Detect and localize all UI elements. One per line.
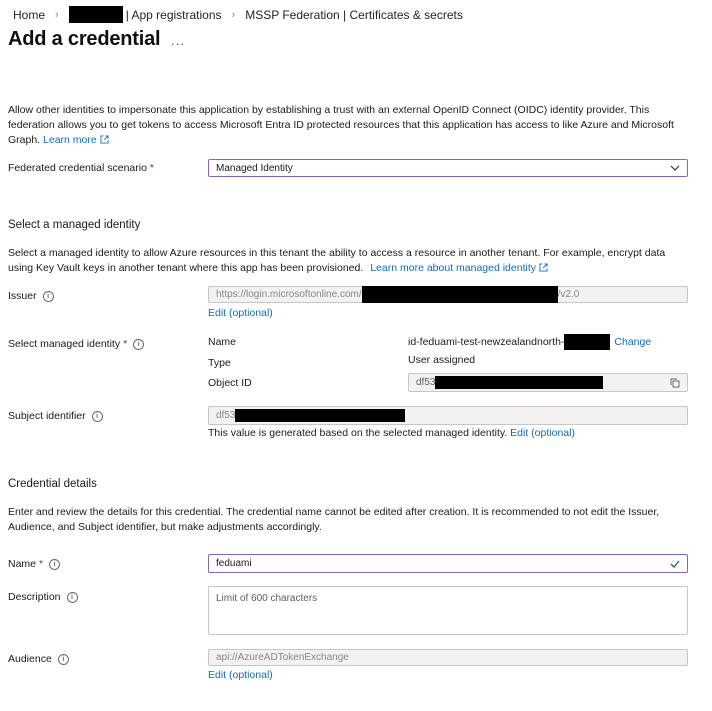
change-link[interactable]: Change [614,336,652,348]
mi-name-text: id-feduami-test-newzealandnorth- [408,336,565,348]
intro-text [8,103,688,148]
managed-identity-description [8,246,688,276]
breadcrumb-home[interactable]: Home [13,7,46,22]
description-label-text: Description [8,591,61,603]
issuer-edit-link[interactable]: Edit (optional) [208,307,273,319]
breadcrumb-app-registrations[interactable]: | App registrations [125,7,222,22]
subject-note [208,427,575,439]
mi-object-id-label: Object ID [208,377,252,389]
scenario-selected-value: Managed Identity [216,162,293,174]
more-options-icon[interactable]: ... [171,33,185,48]
managed-identity-description-text: Select a managed identity to allow Azure resources in this tenant the ability to access a resource in another tenant. For example, encrypt data using Key Vault keys in another tenant where this app has been provisioned. [8,247,666,274]
redacted-tenant [69,6,123,23]
subject-edit-link[interactable]: Edit (optional) [510,427,575,439]
subject-prefix: df53 [216,410,236,421]
description-textarea[interactable] [208,586,688,635]
audience-field[interactable] [208,649,688,666]
managed-identity-heading: Select a managed identity [8,219,141,231]
audience-label [8,653,69,665]
page-title: Add a credential [8,28,161,50]
select-managed-identity-label-text: Select managed identity [8,338,121,350]
scenario-label-text: Federated credential scenario [8,162,147,174]
redacted-issuer-tenant [362,286,558,303]
required-marker: * [123,338,128,350]
subject-identifier-label [8,410,103,422]
info-icon[interactable]: i [43,291,54,302]
name-input-value: feduami [216,558,252,569]
learn-more-label: Learn more [43,134,97,146]
redacted-mi-name [564,334,610,350]
external-link-icon [539,263,548,272]
mi-name-value [408,334,651,350]
scenario-label [8,162,154,174]
breadcrumb [13,6,463,23]
copy-icon[interactable] [670,378,680,388]
info-icon[interactable]: i [92,411,103,422]
audience-label-text: Audience [8,653,52,665]
external-link-icon [100,135,109,144]
select-managed-identity-label [8,338,144,350]
description-placeholder: Limit of 600 characters [216,593,318,604]
name-input[interactable] [208,554,688,573]
info-icon[interactable]: i [67,592,78,603]
name-label-text: Name [8,558,37,570]
redacted-subject [235,409,405,422]
info-icon[interactable]: i [58,654,69,665]
mi-name-label: Name [208,336,237,348]
learn-more-link[interactable] [43,134,109,146]
issuer-field[interactable] [208,286,688,303]
checkmark-icon [670,560,680,568]
learn-more-managed-identity-link[interactable] [370,262,548,274]
description-label [8,591,78,603]
intro-description: Allow other identities to impersonate this application by establishing a trust with an external OpenID Connect (OIDC) identity provider. This federation allows you to get tokens to access Microsoft Entra ID protected resources that this application has access to like Azure and Microsoft Graph. [8,104,674,146]
subject-identifier-field[interactable] [208,406,688,425]
redacted-object-id [435,376,603,389]
mi-type-label: Type [208,357,231,369]
audience-edit-link[interactable]: Edit (optional) [208,669,273,681]
chevron-down-icon [670,165,680,171]
issuer-label [8,290,54,302]
scenario-dropdown[interactable] [208,159,688,177]
name-label [8,558,60,570]
subject-note-text: This value is generated based on the selected managed identity. [208,427,508,439]
chevron-right-icon: › [55,8,59,21]
info-icon[interactable]: i [49,559,60,570]
object-id-field[interactable] [408,373,688,392]
mi-type-value: User assigned [408,354,476,366]
learn-more-managed-identity-label: Learn more about managed identity [370,262,536,274]
object-id-prefix: df53 [416,377,436,388]
required-marker: * [39,558,44,570]
credential-details-description: Enter and review the details for this credential. The credential name cannot be edited after creation. It is recommended to not edit the Issuer, Audience, and Subject identifier, but make adjustments accordingly. [8,506,660,533]
credential-details-heading: Credential details [8,478,97,490]
issuer-label-text: Issuer [8,290,37,302]
breadcrumb-current[interactable]: MSSP Federation | Certificates & secrets [245,7,463,22]
info-icon[interactable]: i [133,339,144,350]
chevron-right-icon: › [231,8,236,21]
audience-value: api://AzureADTokenExchange [216,652,349,663]
issuer-prefix: https://login.microsoftonline.com/ [216,289,362,300]
required-marker: * [149,162,155,174]
issuer-suffix: /v2.0 [557,289,580,300]
subject-identifier-label-text: Subject identifier [8,410,86,422]
